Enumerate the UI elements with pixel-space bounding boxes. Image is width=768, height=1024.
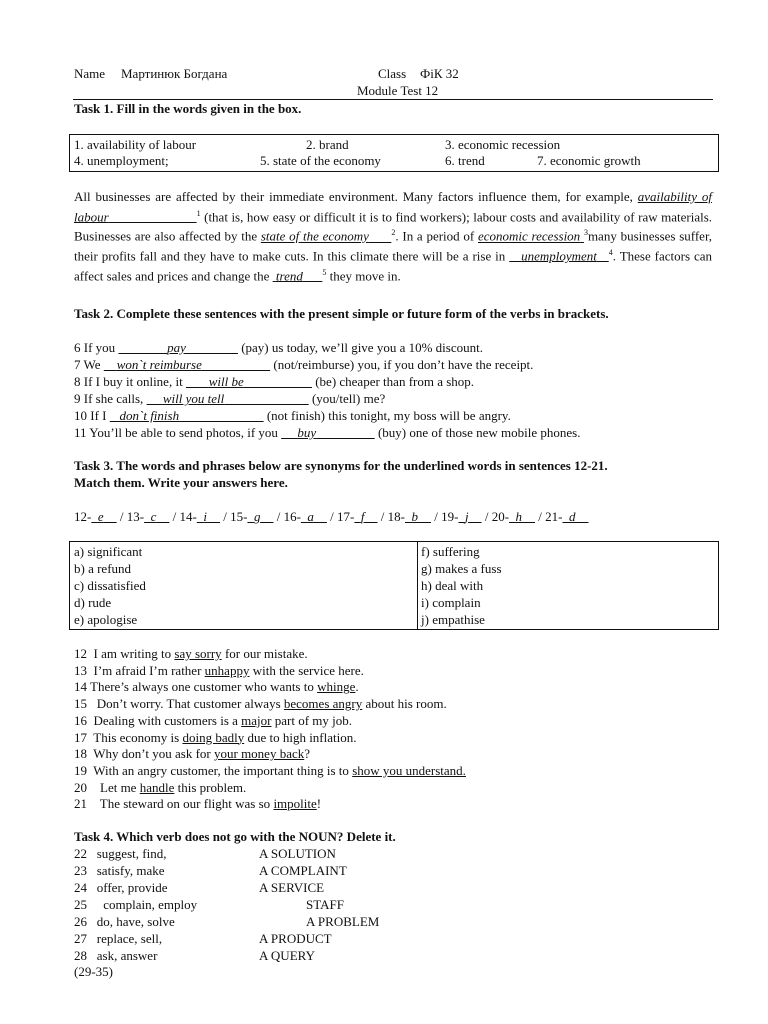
footnote-4: 4 (608, 248, 613, 258)
noun: A PRODUCT (259, 931, 332, 946)
box-item: 2. brand (306, 137, 349, 152)
sentence-text: . (355, 679, 359, 695)
answer-letter: g (253, 509, 261, 524)
underlined-word: handle (139, 779, 175, 795)
synonym-item: f) suffering (421, 544, 480, 559)
item-text: 11 You’ll be able to send photos, if you (74, 425, 278, 440)
table-divider (417, 542, 418, 629)
synonym-item: c) dissatisfied (74, 578, 146, 593)
box-item: 4. unemployment; (74, 153, 169, 168)
item-text: (not/reimburse) you, if you don’t have the receipt. (273, 357, 534, 372)
blank (179, 408, 264, 423)
answer-2: state of the economy (260, 228, 369, 244)
answer-letter: f (360, 509, 365, 524)
blank (104, 509, 117, 524)
blank (365, 509, 378, 524)
answer-number: 19- (441, 509, 459, 524)
list-item (74, 425, 580, 441)
answer-letter: d (569, 509, 576, 524)
list-item (74, 391, 385, 407)
answer: don`t finish (119, 408, 180, 423)
header-rule (73, 99, 713, 100)
blank (207, 509, 220, 524)
para-text: many businesses suffer, their profits fall and they have to make cuts. In this climate there will be a rise in (74, 228, 713, 264)
task3-title-line2: Match them. Write your answers here. (74, 475, 288, 490)
sentence (74, 646, 308, 662)
sentence (74, 796, 321, 812)
para-text: they move in. (329, 268, 401, 284)
sentence-text: 12 I am writing to (74, 646, 175, 661)
sentence-text: 14 There’s always one customer who wants to (74, 679, 318, 695)
noun: A COMPLAINT (259, 863, 347, 878)
sentence (74, 730, 357, 746)
noun: STAFF (306, 897, 344, 912)
list-item (74, 408, 511, 424)
sentence-text: 17 This economy is (74, 729, 183, 745)
verb-list: 25 complain, employ (74, 897, 198, 912)
sentence-text: part of my job. (271, 712, 353, 728)
answer: won`t reimburse (116, 357, 202, 372)
footnote-3: 3 (583, 228, 588, 238)
answer-number: 20- (491, 509, 510, 524)
noun: A QUERY (259, 948, 315, 963)
item-text: (pay) us today, we’ll give you a 10% discount. (241, 340, 483, 355)
underlined-word: major (241, 712, 272, 728)
task1-title: Task 1. Fill in the words given in the box. (74, 101, 302, 116)
item-text: (buy) one of those new mobile phones. (377, 425, 581, 440)
answer-number: 12- (74, 509, 92, 524)
test-title: Module Test 12 (357, 83, 439, 98)
blank (418, 509, 431, 524)
separator: / (535, 509, 546, 524)
synonym-item: g) makes a fuss (421, 561, 502, 576)
synonym-item: e) apologise (74, 612, 138, 627)
footnote-2: 2 (391, 228, 396, 238)
box-item: 6. trend (445, 153, 485, 168)
task2-title: Task 2. Complete these sentences with the present simple or future form of the verbs in brackets. (74, 306, 609, 321)
blank (186, 374, 209, 389)
answer-number: 16- (283, 509, 301, 524)
blank (303, 268, 323, 283)
sentence (74, 679, 359, 695)
synonym-item: d) rude (74, 595, 112, 610)
answer-number: 17- (337, 509, 355, 524)
sentence-text: 21 The steward on our flight was so (74, 796, 274, 812)
separator: / (273, 509, 284, 524)
answer-number: 14- (179, 509, 197, 524)
task1-paragraph: All businesses are affected by their immediate environment. Many factors influence them, for example, availability of labour $^1$ (that is, how easy or difficult it is to find workers); labour costs and availability of raw materials. Businesses are also affected by the state of the economy $^2$. In a period of economic recession $^3$many businesses suffer, their profits fall and they have to make cuts. In this climate there will be a rise in unemployment $^4$. These factors can affect sales and prices and change the trend $^5$ they move in. (74, 189, 713, 284)
sentence-text: this problem. (174, 779, 247, 795)
sentence-text: 19 With an angry customer, the important thing is to (74, 762, 353, 778)
synonym-item: b) a refund (74, 561, 132, 576)
item-text: (be) cheaper than from a shop. (315, 374, 475, 389)
sentence (74, 696, 447, 712)
answer-letter: a (307, 509, 314, 524)
blank (260, 509, 273, 524)
task3-synonym-table (69, 541, 719, 630)
class-value: ФіК 32 (420, 66, 459, 81)
footnote-5: 5 (322, 267, 327, 277)
answer-4: unemployment (521, 248, 597, 264)
blank (109, 209, 197, 224)
para-text: In a period of (402, 228, 475, 244)
sentence-text: ? (304, 746, 311, 762)
para-text: All businesses are affected by their immediate environment. Many factors influence them, for example, (74, 189, 633, 204)
synonym-item: i) complain (421, 595, 481, 610)
sentence (74, 663, 364, 679)
answer: pay (167, 340, 186, 355)
sentence-text: with the service here. (249, 662, 364, 678)
sentence (74, 713, 352, 729)
answer-number: 15- (230, 509, 248, 524)
blank (369, 229, 392, 244)
answer-1: availability of labour (74, 189, 712, 224)
blank (118, 340, 167, 355)
blank (202, 357, 270, 372)
answer: will be (208, 374, 244, 389)
blank (314, 509, 327, 524)
answer: will you tell (162, 391, 225, 406)
verb-list: 23 satisfy, make (74, 863, 165, 878)
answer-letter: c (150, 509, 157, 524)
answer-number: 18- (387, 509, 405, 524)
separator: / (377, 509, 388, 524)
blank (224, 391, 309, 406)
task4-title: Task 4. Which verb does not go with the NOUN? Delete it. (74, 829, 396, 844)
item-text: (you/tell) me? (311, 391, 386, 406)
underlined-word: doing badly (182, 729, 245, 745)
list-item (74, 374, 474, 390)
noun: A SERVICE (259, 880, 325, 895)
answer-5: trend (275, 268, 303, 284)
sentence-text: 18 Why don’t you ask for (74, 746, 214, 762)
list-item (74, 357, 533, 373)
para-text: These factors can affect sales and prices and change the (74, 248, 713, 284)
task3-title-line1: Task 3. The words and phrases below are synonyms for the underlined words in sentences 12-21. (74, 458, 608, 473)
underlined-word: becomes angry (283, 696, 363, 712)
box-item: 7. economic growth (537, 153, 641, 168)
separator: / (430, 509, 442, 524)
box-item: 5. state of the economy (260, 153, 381, 168)
sentence-text: for our mistake. (221, 646, 308, 661)
footnote-1: 1 (196, 208, 201, 218)
item-text: 7 We (74, 357, 101, 372)
sentence-text: 15 Don’t worry. That customer always (74, 696, 284, 712)
item-text: 9 If she calls, (74, 391, 144, 406)
synonym-item: j) empathise (421, 612, 485, 627)
blank (156, 509, 169, 524)
box-item: 3. economic recession (445, 137, 561, 152)
verb-list: 27 replace, sell, (74, 931, 163, 946)
answer-letter: h (515, 509, 523, 524)
sentence-text: about his room. (362, 696, 447, 712)
noun: A SOLUTION (259, 846, 336, 861)
separator: / (326, 509, 338, 524)
sentence (74, 746, 310, 762)
answer-number: 13- (126, 509, 145, 524)
sentence (74, 780, 246, 796)
blank (104, 357, 117, 372)
verb-list: 24 offer, provide (74, 880, 168, 895)
task1-word-box (69, 134, 719, 172)
separator: / (116, 509, 127, 524)
blank (110, 408, 120, 423)
blank (281, 425, 297, 440)
sentence-text: 13 I’m afraid I’m rather (74, 662, 205, 678)
verb-list: 26 do, have, solve (74, 914, 175, 929)
blank (244, 374, 312, 389)
item-text: 10 If I (74, 408, 107, 423)
noun: A PROBLEM (306, 914, 380, 929)
answer-number: 21- (545, 509, 563, 524)
task3-answer-line (74, 509, 589, 525)
underlined-word: show you understand. (352, 762, 466, 778)
task4-footer: (29-35) (74, 964, 113, 979)
answer-letter: e (97, 509, 104, 524)
sentence-text: 16 Dealing with customers is a (74, 712, 242, 728)
list-item (74, 340, 483, 356)
separator: / (219, 509, 231, 524)
answer-letter: j (464, 509, 469, 524)
answer-letter: b (411, 509, 418, 524)
blank (147, 391, 163, 406)
underlined-word: whinge (317, 679, 356, 695)
sentence-text: 20 Let me (74, 779, 140, 795)
synonym-item: a) significant (74, 544, 143, 559)
box-item: 1. availability of labour (74, 137, 197, 152)
verb-list: 28 ask, answer (74, 948, 158, 963)
blank (469, 509, 482, 524)
class-label: Class (378, 66, 407, 81)
separator: / (169, 509, 180, 524)
answer-letter: i (203, 509, 207, 524)
answer: buy (297, 425, 317, 440)
blank (186, 340, 238, 355)
blank (522, 509, 535, 524)
underlined-word: your money back (213, 746, 305, 762)
name-value: Мартинюк Богдана (121, 66, 228, 81)
blank (576, 509, 589, 524)
synonym-item: h) deal with (421, 578, 484, 593)
item-text: 8 If I buy it online, it (74, 374, 183, 389)
sentence-text: due to high inflation. (244, 729, 357, 745)
answer-3: economic recession (478, 228, 581, 244)
sentence (74, 763, 466, 779)
blank (597, 248, 609, 263)
item-text: 6 If you (74, 340, 116, 355)
sentence-text: ! (316, 796, 322, 812)
verb-list: 22 suggest, find, (74, 846, 167, 861)
separator: / (481, 509, 492, 524)
blank (316, 425, 375, 440)
para-text: (that is, how easy or difficult it is to find workers); labour costs and availability of raw materials. Businesses are also affected by the (74, 208, 713, 244)
blank (509, 248, 521, 263)
underlined-word: unhappy (204, 662, 250, 678)
name-label: Name (74, 66, 106, 81)
underlined-word: say sorry (174, 646, 222, 661)
underlined-word: impolite (273, 796, 317, 812)
item-text: (not finish) this tonight, my boss will be angry. (266, 408, 511, 423)
